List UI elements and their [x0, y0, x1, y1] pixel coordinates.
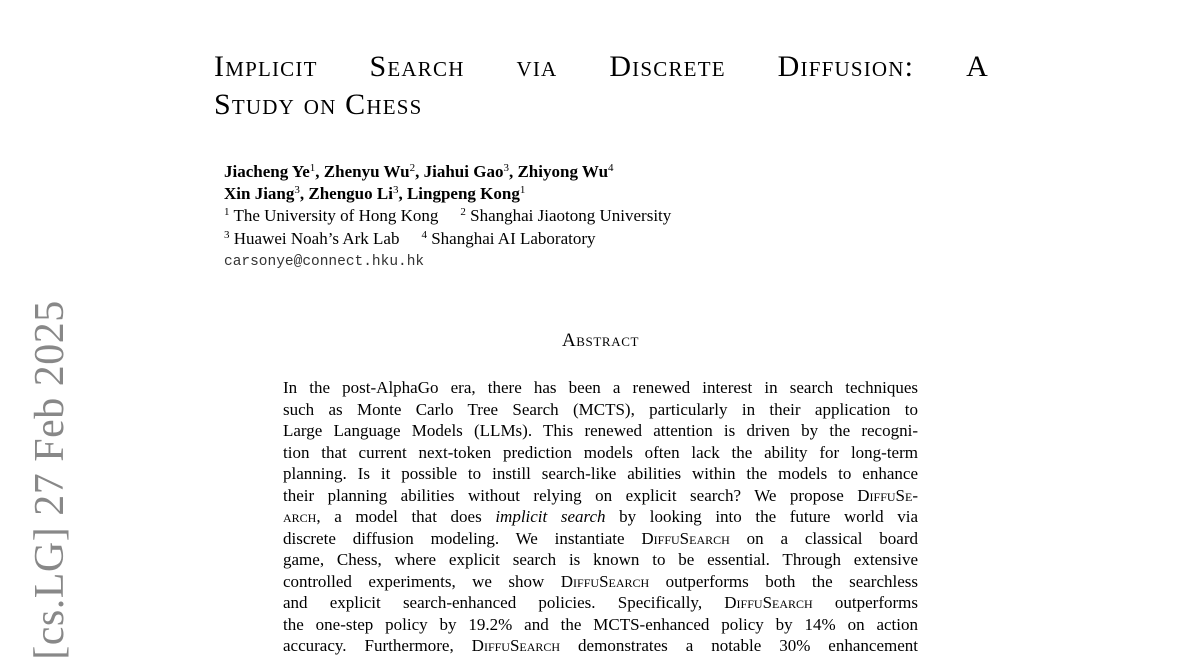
title-line-2: Study on Chess [214, 88, 423, 121]
affiliation-mark: 4 [421, 229, 427, 241]
affiliation-huawei: Huawei Noah’s Ark Lab [233, 229, 400, 248]
abstract-line: planning. Is it possible to instill search-like abilities within the models to enhance [283, 464, 918, 483]
author-affiliation-mark: 1 [309, 162, 316, 174]
title-word: via [516, 50, 558, 83]
abstract-line: Large Language Models (LLMs). This renewed attention is driven by the recogni- [283, 421, 918, 440]
author-affiliation-mark: 1 [519, 184, 526, 196]
author-affiliation-mark: 3 [503, 162, 509, 174]
abstract-line: tion that current next-token prediction models often lack the ability for long-term [283, 442, 918, 462]
title-word: Implicit [214, 50, 318, 83]
author-affiliation-mark: 4 [608, 162, 614, 174]
author-name: Jiacheng Ye [224, 162, 310, 181]
author-name: Zhenyu Wu [323, 162, 410, 181]
affiliation-shanghai-ai-lab: Shanghai AI Laboratory [431, 229, 596, 248]
arxiv-stamp-text: [cs.LG] 27 Feb 2025 [27, 300, 73, 660]
affiliation-hku: The University of Hong Kong [233, 206, 439, 225]
author-name: Lingpeng Kong [406, 184, 520, 203]
author-name: Jiahui Gao [423, 162, 504, 181]
author-list [224, 161, 614, 205]
affiliation-line-1 [224, 205, 671, 227]
author-affiliation-mark: 2 [409, 162, 416, 174]
abstract-line: game, Chess, where explicit search is known to be essential. Through extensive [283, 550, 918, 569]
abstract-line: controlled experiments, we show DiffuSearch outperforms both the searchless [283, 571, 919, 591]
abstract-line: their planning abilities without relying on explicit search? We propose DiffuSe- [283, 485, 918, 505]
title-line-1 [214, 48, 989, 86]
abstract-line: accuracy. Furthermore, DiffuSearch demonstrates a notable 30% enhancement [283, 636, 918, 655]
author-separator: , [315, 162, 324, 181]
abstract-line: the one-step policy by 19.2% and the MCTS-enhanced policy by 14% on action [283, 614, 918, 634]
abstract-line: discrete diffusion modeling. We instantiate DiffuSearch on a classical board [283, 528, 918, 548]
author-line-2 [224, 183, 614, 205]
author-separator: , [398, 184, 407, 203]
abstract-line: such as Monte Carlo Tree Search (MCTS), particularly in their application to [283, 399, 918, 419]
abstract-heading: Abstract [561, 330, 640, 351]
abstract-body [283, 377, 918, 657]
abstract-line: arch, a model that does implicit search by looking into the future world via [283, 507, 918, 526]
author-name: Zhenguo Li [308, 184, 393, 203]
affiliation-mark: 3 [224, 229, 230, 241]
contact-email[interactable]: carsonye@connect.hku.hk [224, 254, 425, 270]
author-line-1 [224, 161, 614, 183]
affiliation-line-2 [224, 228, 596, 250]
title-word: A [966, 50, 989, 83]
abstract-line: In the post-AlphaGo era, there has been a renewed interest in search techniques [283, 378, 918, 397]
title-word: Discrete [609, 50, 726, 83]
affiliation-mark: 2 [460, 206, 466, 218]
author-separator: , [508, 162, 518, 181]
author-name: Zhiyong Wu [517, 162, 609, 181]
author-name: Xin Jiang [224, 184, 295, 203]
affiliation-mark: 1 [224, 206, 230, 218]
author-affiliation-mark: 3 [392, 184, 399, 196]
abstract-line: and explicit search-enhanced policies. Specifically, DiffuSearch outperforms [283, 593, 918, 612]
author-affiliation-mark: 3 [294, 184, 300, 196]
author-separator: , [415, 162, 424, 181]
affiliation-sjtu: Shanghai Jiaotong University [470, 206, 672, 225]
paper-title [214, 48, 989, 124]
title-word: Diffusion: [777, 50, 915, 83]
title-word: Search [369, 50, 465, 83]
author-separator: , [299, 184, 309, 203]
